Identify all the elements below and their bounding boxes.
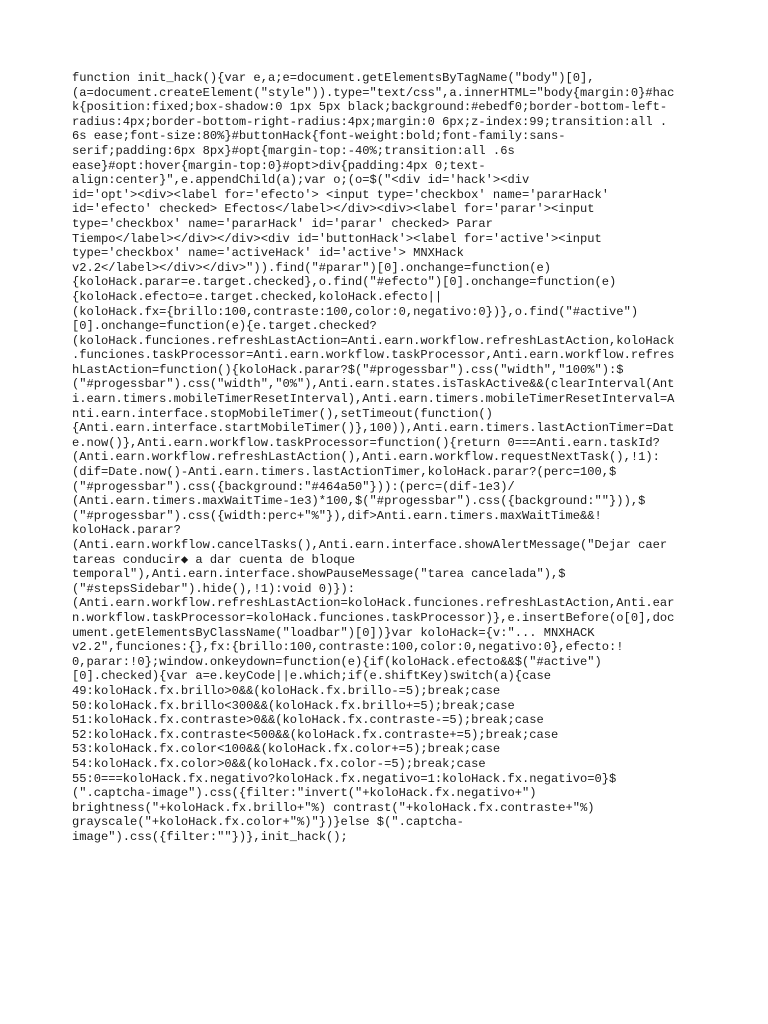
code-line: (Anti.earn.workflow.cancelTasks(),Anti.earn.interface.showAlertMessage("Dejar caer bbox=[72, 538, 668, 552]
code-line: 6s ease;font-size:80%}#buttonHack{font-weight:bold;font-family:sans- bbox=[72, 129, 566, 144]
code-line: {Anti.earn.interface.startMobileTimer()},100)),Anti.earn.timers.lastActionTimer=Dat bbox=[72, 421, 675, 436]
code-line: ease}#opt:hover{margin-top:0}#opt>div{padding:4px 0;text- bbox=[72, 158, 486, 173]
code-line: v2.2",funciones:{},fx:{brillo:100,contraste:100,color:0,negativo:0},efecto:! bbox=[72, 640, 624, 655]
code-line: id='opt'><div><label for='efecto'> <input type='checkbox' name='pararHack' bbox=[72, 187, 610, 202]
code-line: n.workflow.taskProcessor=koloHack.funciones.taskProcessor)},e.insertBefore(o[0],doc bbox=[72, 610, 675, 625]
code-line: (dif=Date.now()-Anti.earn.timers.lastActionTimer,koloHack.parar?(perc=100,$ bbox=[72, 465, 617, 480]
code-line: id='efecto' checked> Efectos</label></div><div><label for='parar'><input bbox=[72, 202, 595, 217]
code-line: type='checkbox' name='pararHack' id='parar' checked> Parar bbox=[72, 216, 493, 231]
code-line: 49:koloHack.fx.brillo>0&&(koloHack.fx.brillo-=5);break;case bbox=[72, 683, 501, 698]
code-line: .funciones.taskProcessor=Anti.earn.workflow.taskProcessor,Anti.earn.workflow.refres bbox=[72, 348, 675, 363]
code-line: ("#stepsSidebar").hide(),!1):void 0)}): bbox=[72, 581, 356, 596]
code-line: function init_hack(){var e,a;e=document.getElementsByTagName("body")[0], bbox=[72, 71, 595, 85]
code-line: ("#progessbar").css({width:perc+"%"}),dif>Anti.earn.timers.maxWaitTime&&! bbox=[72, 508, 602, 523]
code-line: type='checkbox' name='activeHack' id='active'> MNXHack bbox=[72, 246, 464, 261]
code-line: hLastAction=function(){koloHack.parar?$("#progessbar").css("width","100%"):$ bbox=[72, 362, 624, 377]
code-line: [0].checked){var a=e.keyCode||e.which;if(e.shiftKey)switch(a){case bbox=[72, 669, 551, 684]
code-line: 53:koloHack.fx.color<100&&(koloHack.fx.color+=5);break;case bbox=[72, 742, 501, 757]
code-line: i.earn.timers.mobileTimerResetInterval),Anti.earn.timers.mobileTimerResetInterval=A bbox=[72, 392, 675, 407]
code-line: 52:koloHack.fx.contraste<500&&(koloHack.fx.contraste+=5);break;case bbox=[72, 727, 559, 742]
code-line: serif;padding:6px 8px}#opt{margin-top:-40%;transition:all .6s bbox=[72, 143, 515, 158]
code-line: (".captcha-image").css({filter:"invert("+koloHack.fx.negativo+") bbox=[72, 786, 537, 801]
code-line: ("#progessbar").css("width","0%"),Anti.earn.states.isTaskActive&&(clearInterval(Ant bbox=[72, 377, 675, 392]
code-line: 55:0===koloHack.fx.negativo?koloHack.fx.negativo=1:koloHack.fx.negativo=0}$ bbox=[72, 771, 617, 786]
code-line: Tiempo</label></div></div><div id='buttonHack'><label for='active'><input bbox=[72, 231, 602, 246]
code-line: nti.earn.interface.stopMobileTimer(),setTimeout(function() bbox=[72, 406, 493, 421]
code-block bbox=[72, 71, 702, 844]
code-line: (koloHack.fx={brillo:100,contraste:100,color:0,negativo:0})},o.find("#active") bbox=[72, 304, 639, 319]
code-line: 0,parar:!0};window.onkeydown=function(e){if(koloHack.efecto&&$("#active") bbox=[72, 654, 602, 669]
code-line: grayscale("+koloHack.fx.color+"%)"})}else $(".captcha- bbox=[72, 815, 464, 830]
code-line: e.now()},Anti.earn.workflow.taskProcessor=function(){return 0===Anti.earn.taskId? bbox=[72, 435, 660, 450]
code-line: {koloHack.parar=e.target.checked},o.find("#efecto")[0].onchange=function(e) bbox=[72, 275, 617, 290]
code-line: 50:koloHack.fx.brillo<300&&(koloHack.fx.brillo+=5);break;case bbox=[72, 698, 515, 713]
code-line: v2.2</label></div></div>")).find("#parar")[0].onchange=function(e) bbox=[72, 260, 551, 275]
code-line: align:center}",e.appendChild(a);var o;(o=$("<div id='hack'><div bbox=[72, 173, 530, 188]
code-line: [0].onchange=function(e){e.target.checked? bbox=[72, 319, 377, 334]
code-line: ("#progessbar").css({background:"#464a50"})):(perc=(dif-1e3)/ bbox=[72, 479, 515, 494]
code-line: (Anti.earn.timers.maxWaitTime-1e3)*100,$("#progessbar").css({background:""})),$ bbox=[72, 494, 646, 509]
code-line: brightness("+koloHack.fx.brillo+"%) contrast("+koloHack.fx.contraste+"%) bbox=[72, 800, 595, 815]
code-line: (Anti.earn.workflow.refreshLastAction(),Anti.earn.workflow.requestNextTask(),!1): bbox=[72, 450, 660, 465]
code-line: temporal"),Anti.earn.interface.showPauseMessage("tarea cancelada"),$ bbox=[72, 567, 566, 582]
code-line: image").css({filter:""})},init_hack(); bbox=[72, 829, 348, 844]
code-line: (a=document.createElement("style")).type="text/css",a.innerHTML="body{margin:0}#hac bbox=[72, 85, 675, 100]
code-line: (koloHack.funciones.refreshLastAction=Anti.earn.workflow.refreshLastAction,koloHack bbox=[72, 333, 675, 348]
code-line: 54:koloHack.fx.color>0&&(koloHack.fx.color-=5);break;case bbox=[72, 756, 486, 771]
code-line: ument.getElementsByClassName("loadbar")[0])}var koloHack={v:"... MNXHACK bbox=[72, 625, 595, 640]
code-line: radius:4px;border-bottom-right-radius:4px;margin:0 6px;z-index:99;transition:all . bbox=[72, 114, 668, 129]
code-line: 51:koloHack.fx.contraste>0&&(koloHack.fx.contraste-=5);break;case bbox=[72, 713, 544, 728]
code-line: {koloHack.efecto=e.target.checked,koloHack.efecto|| bbox=[72, 289, 443, 304]
code-line: k{position:fixed;box-shadow:0 1px 5px black;background:#ebedf0;border-bottom-left- bbox=[72, 100, 668, 115]
code-line: (Anti.earn.workflow.refreshLastAction=koloHack.funciones.refreshLastAction,Anti.ear bbox=[72, 596, 675, 611]
code-line: tareas conducir◆ a dar cuenta de bloque bbox=[72, 552, 356, 567]
code-line: koloHack.parar? bbox=[72, 523, 181, 538]
